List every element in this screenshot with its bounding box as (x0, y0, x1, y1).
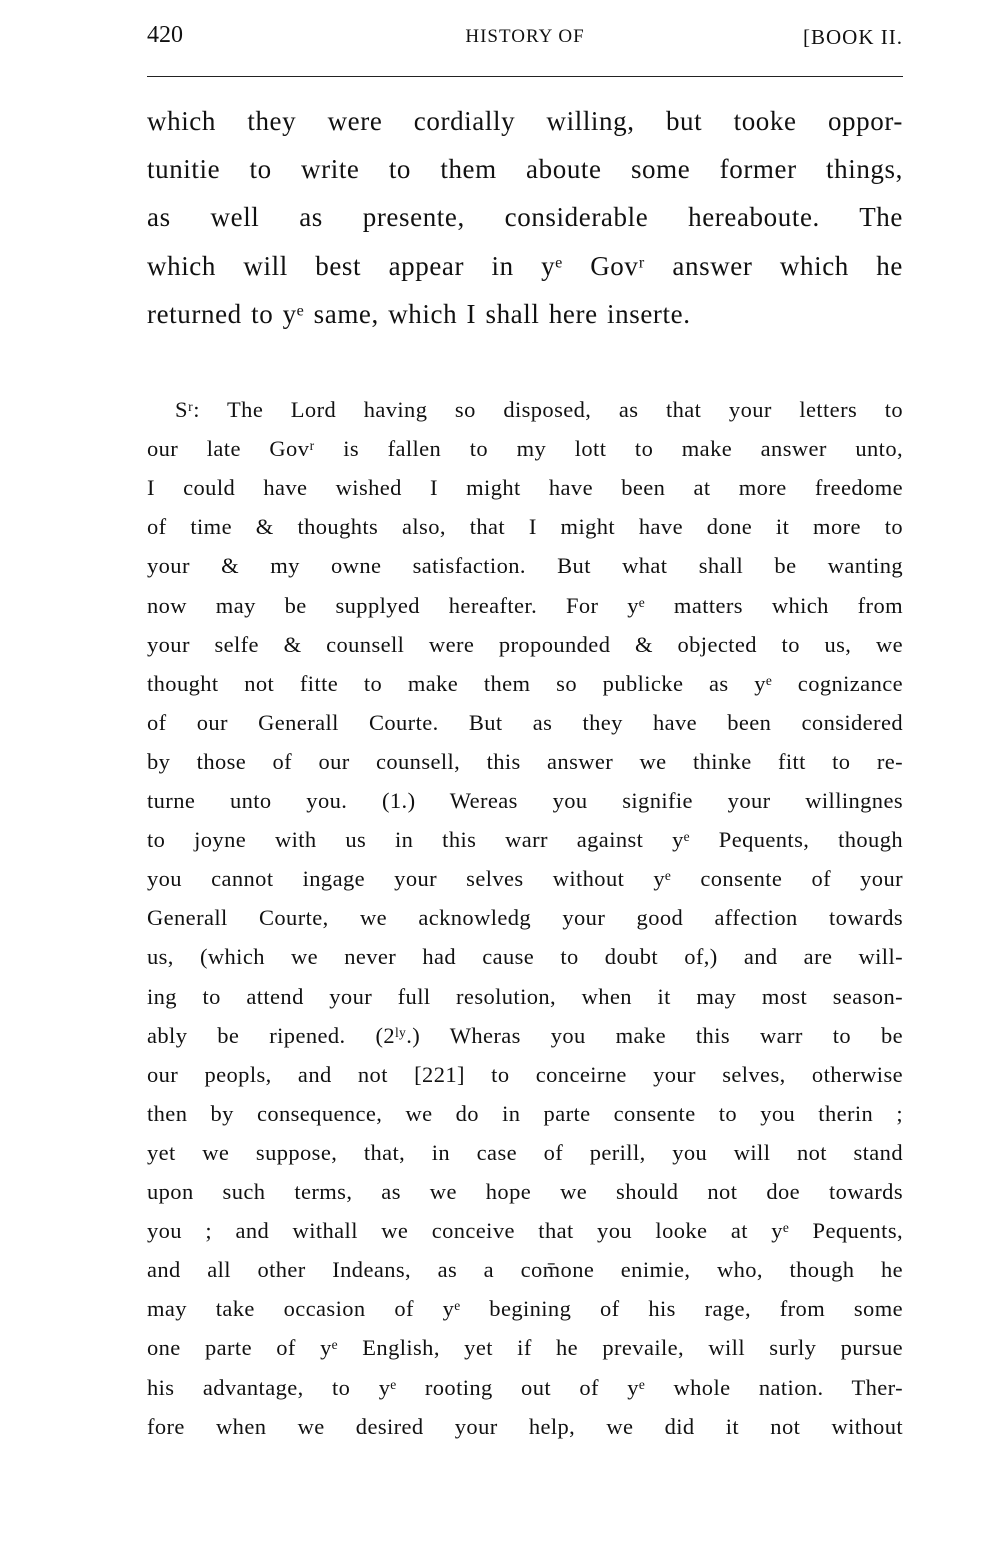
text-line: our peopls, and not [221] to conceirne your selves, otherwise (147, 1061, 903, 1087)
text-line: you ; and withall we conceive that you looke at yᵉ Pequents, (147, 1218, 903, 1244)
text-line: your & my owne satisfaction. But what shall be wanting (147, 553, 903, 579)
text-line: and all other Indeans, as a com̄one enimie, who, though he (147, 1257, 903, 1283)
text-line: ably be ripened. (2ˡʸ.) Wheras you make this warr to be (147, 1022, 903, 1048)
text-line: by those of our counsell, this answer we thinke fitt to re- (147, 748, 903, 774)
text-line: tunitie to write to them aboute some former things, (147, 154, 903, 185)
page-number: 420 (147, 22, 183, 48)
running-header (147, 22, 903, 58)
text-line: of time & thoughts also, that I might have done it more to (147, 514, 903, 540)
text-line: fore when we desired your help, we did it not without (147, 1413, 903, 1439)
text-line: ing to attend your full resolution, when it may most season- (147, 983, 903, 1009)
text-line: as well as presente, considerable hereaboute. The (147, 202, 903, 233)
text-line: to joyne with us in this warr against yᵉ Pequents, though (147, 827, 903, 853)
text-line: Sʳ: The Lord having so disposed, as that your letters to (175, 397, 903, 422)
text-line: his advantage, to yᵉ rooting out of yᵉ whole nation. Ther- (147, 1374, 903, 1400)
text-line: our late Govʳ is fallen to my lott to make answer unto, (147, 436, 903, 462)
header-rule (147, 76, 903, 77)
text-line: which will best appear in yᵉ Govʳ answer which he (147, 250, 903, 281)
text-line: your selfe & counsell were propounded & objected to us, we (147, 631, 903, 657)
text-line: which they were cordially willing, but tooke oppor- (147, 106, 903, 136)
text-line: upon such terms, as we hope we should not doe towards (147, 1179, 903, 1204)
text-line: you cannot ingage your selves without yᵉ consente of your (147, 866, 903, 892)
text-line: then by consequence, we do in parte consente to you therin ; (147, 1100, 903, 1126)
text-line: I could have wished I might have been at more freedome (147, 475, 903, 501)
text-line: Generall Courte, we acknowledg your good affection towards (147, 905, 903, 931)
text-line: us, (which we never had cause to doubt of,) and are will- (147, 944, 903, 970)
text-line: now may be supplyed hereafter. For yᵉ matters which from (147, 592, 903, 618)
text-line: of our Generall Courte. But as they have been considered (147, 709, 903, 735)
text-line: returned to yᵉ same, which I shall here inserte. (147, 298, 691, 329)
text-line: thought not fitte to make them so publicke as yᵉ cognizance (147, 670, 903, 696)
text-line: turne unto you. (1.) Wereas you signifie your willingnes (147, 788, 903, 813)
text-line: may take occasion of yᵉ begining of his rage, from some (147, 1296, 903, 1322)
text-line: one parte of yᵉ English, yet if he prevaile, will surly pursue (147, 1335, 903, 1361)
running-title: HISTORY OF (465, 26, 585, 47)
book-label: [BOOK II. (803, 25, 903, 49)
text-line: yet we suppose, that, in case of perill, you will not stand (147, 1139, 903, 1165)
